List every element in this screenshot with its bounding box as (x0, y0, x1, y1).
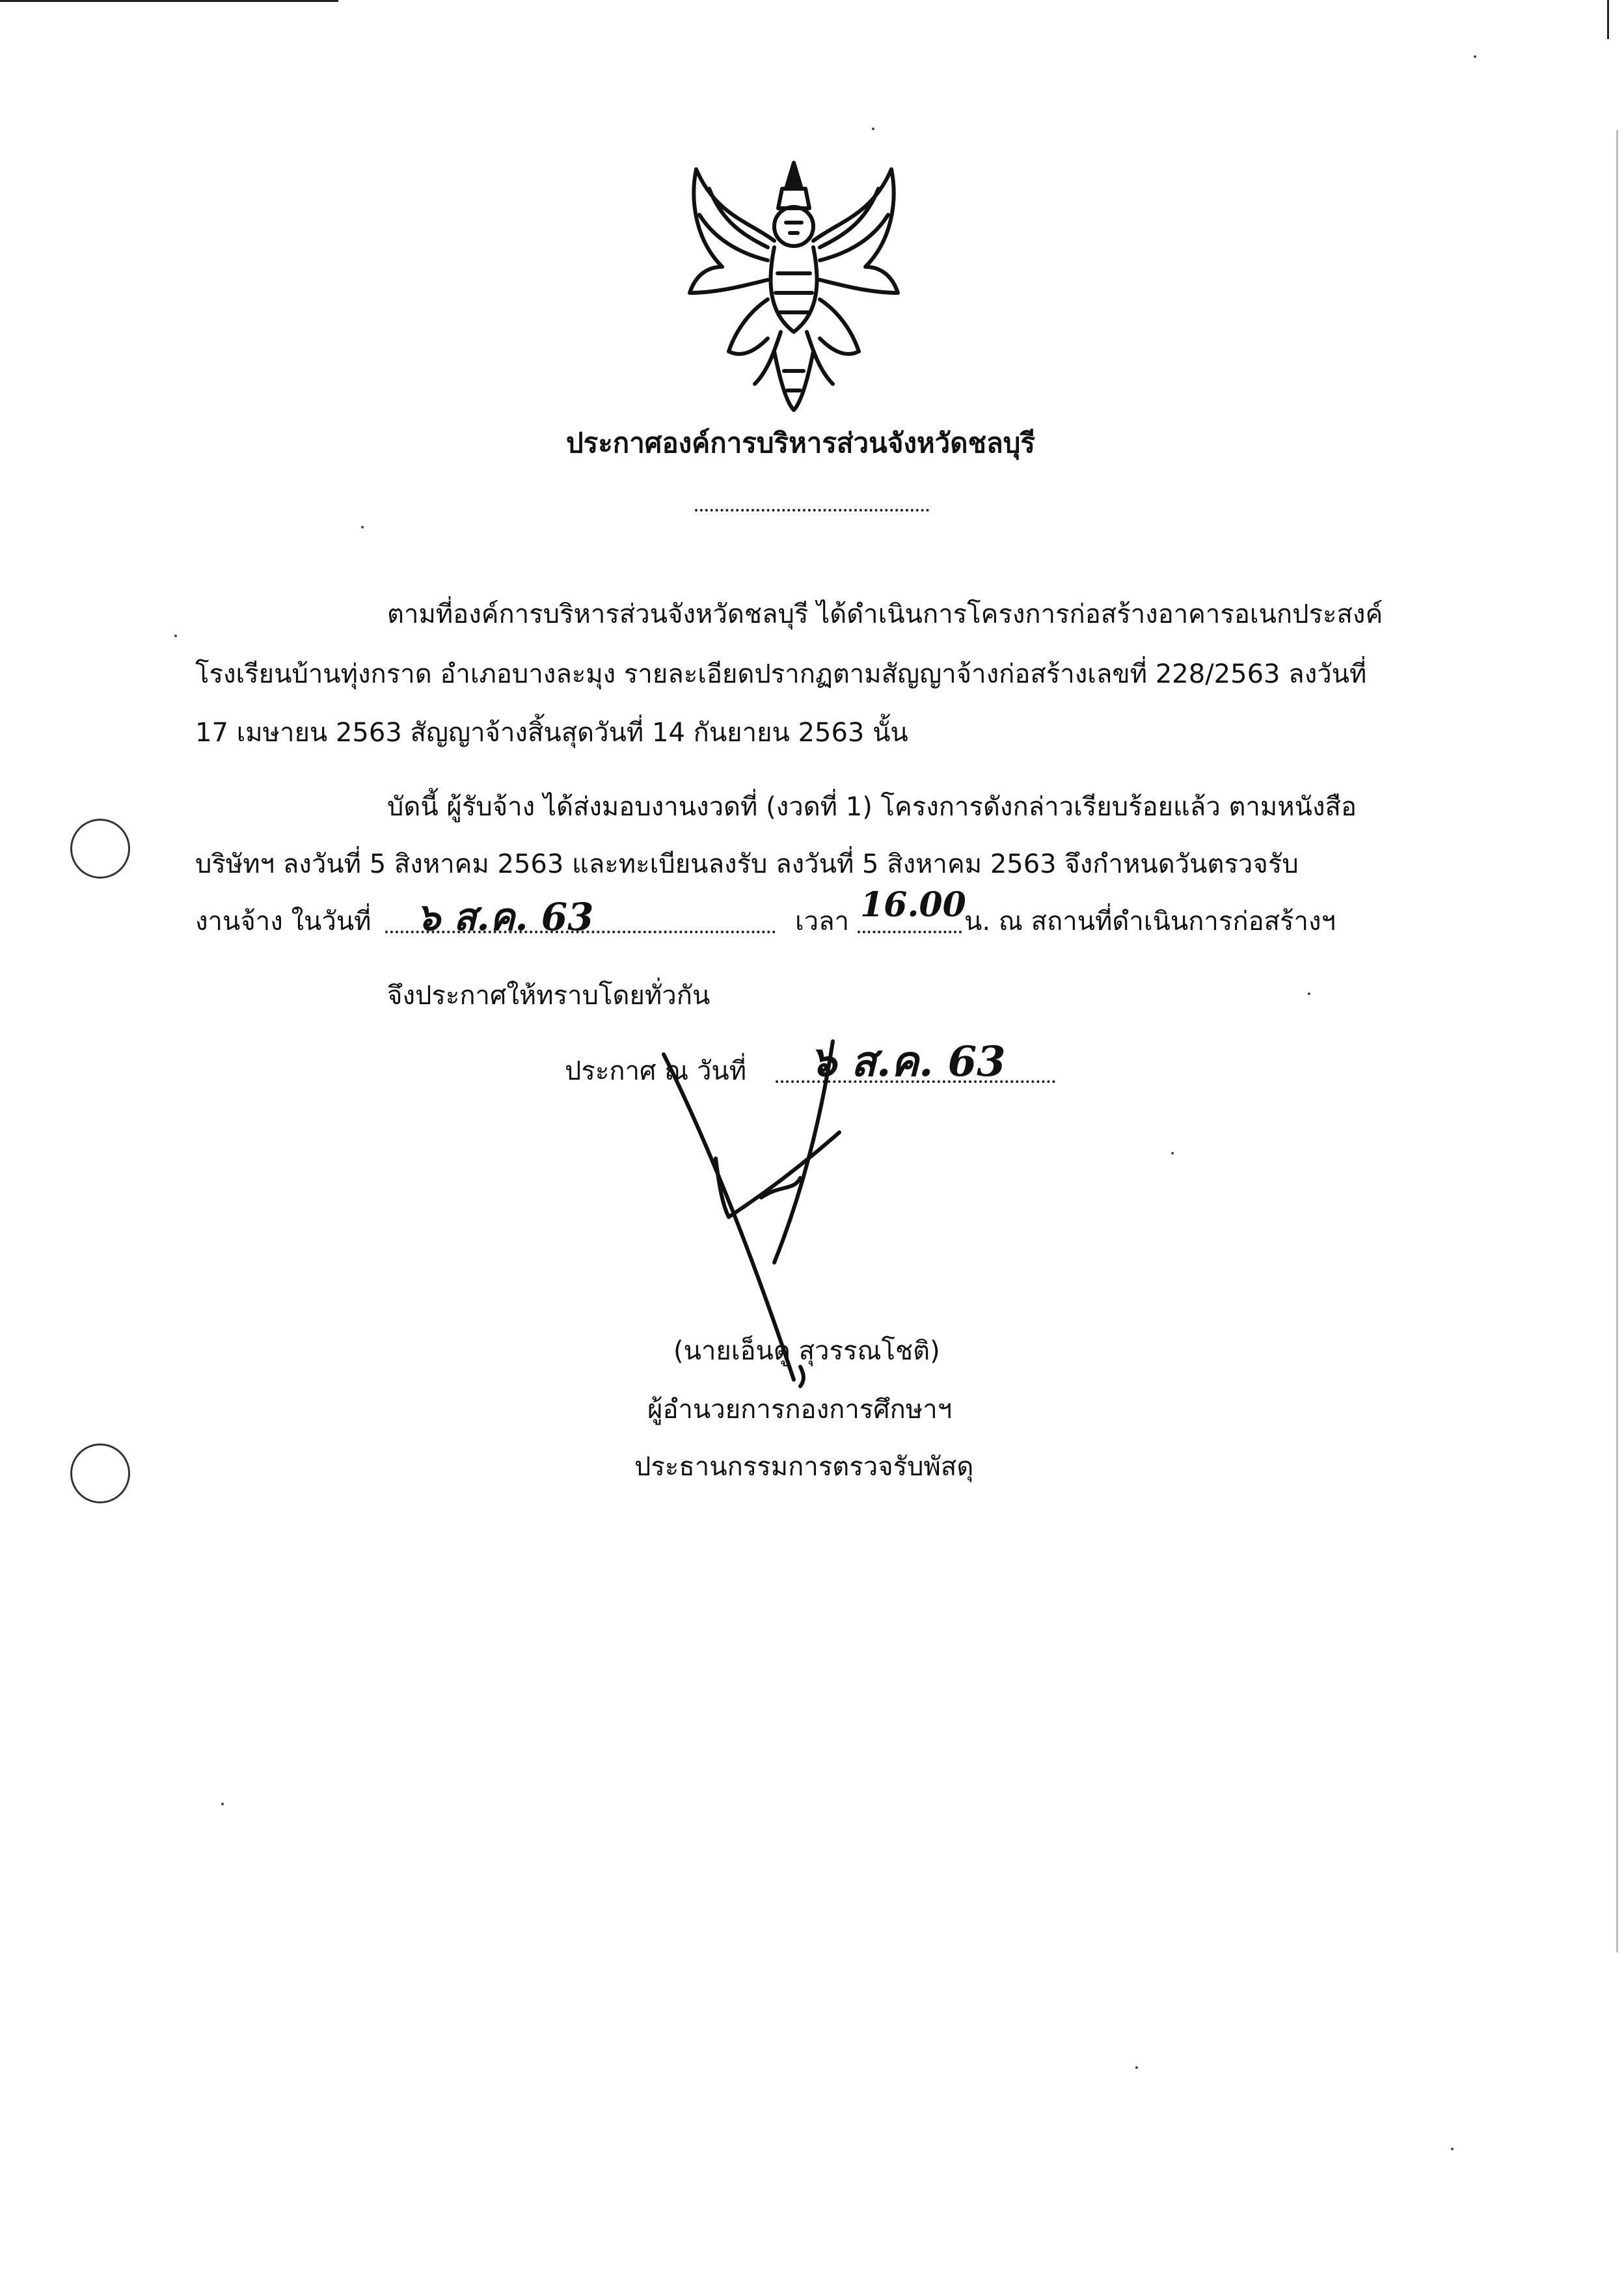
announce-date-label: ประกาศ ณ วันที่ (565, 1056, 747, 1086)
inspection-time-label: เวลา (795, 907, 850, 937)
inspection-date-label: งานจ้าง ในวันที่ (195, 907, 372, 937)
scan-speck (1451, 2148, 1454, 2150)
para2-line2: บริษัทฯ ลงวันที่ 5 สิงหาคม 2563 และทะเบียนลงรับ ลงวันที่ 5 สิงหาคม 2563 จึงกำหนดวันตรวจรับ (195, 849, 1299, 879)
inspection-location-text: น. ณ สถานที่ดำเนินการก่อสร้างฯ (964, 907, 1336, 937)
scan-right-edge (1616, 130, 1618, 1952)
scan-speck (361, 526, 364, 528)
scan-edge-mark (1607, 0, 1609, 39)
announcement-title: ประกาศองค์การบริหารส่วนจังหวัดชลบุรี (566, 427, 1035, 459)
para1-line1: ตามที่องค์การบริหารส่วนจังหวัดชลบุรี ได้ดำเนินการโครงการก่อสร้างอาคารอเนกประสงค์ (387, 599, 1383, 629)
para2-line1: บัดนี้ ผู้รับจ้าง ได้ส่งมอบงานงวดที่ (งวดที่ 1) โครงการดังกล่าวเรียบร้อยแล้ว ตามหนังสือ (387, 792, 1357, 822)
scan-speck (1171, 1152, 1174, 1155)
signer-position-1: ผู้อำนวยการกองการศึกษาฯ (647, 1395, 953, 1425)
scan-speck (1135, 2066, 1138, 2069)
title-underline-dots (695, 509, 929, 512)
scan-speck (1474, 55, 1476, 58)
scan-speck (1308, 992, 1310, 995)
scan-speck (174, 635, 177, 637)
signer-name: (นายเอ็นดู สุวรรณโชติ) (673, 1336, 940, 1366)
handwritten-inspection-time: 16.00 (860, 885, 966, 925)
para1-line2: โรงเรียนบ้านทุ่งกราด อำเภอบางละมุง รายละเอียดปรากฏตามสัญญาจ้างก่อสร้างเลขที่ 228/2563 ลงวันที่ (195, 659, 1367, 689)
signer-position-2: ประธานกรรมการตรวจรับพัสดุ (634, 1452, 974, 1482)
closing-text: จึงประกาศให้ทราบโดยทั่วกัน (387, 981, 710, 1011)
handwritten-inspection-date: ๖ ส.ค. 63 (416, 895, 594, 939)
handwritten-announce-date: ๖ ส.ค. 63 (810, 1037, 1006, 1086)
scan-speck (221, 1803, 224, 1805)
inspection-time-blank (858, 931, 962, 933)
garuda-emblem-icon (670, 143, 917, 417)
binder-hole-bottom (70, 1443, 130, 1503)
scan-edge-line (0, 0, 338, 2)
scan-speck (872, 128, 874, 130)
binder-hole-top (70, 819, 130, 879)
para1-line3: 17 เมษายน 2563 สัญญาจ้างสิ้นสุดวันที่ 14 กันยายน 2563 นั้น (195, 718, 908, 748)
